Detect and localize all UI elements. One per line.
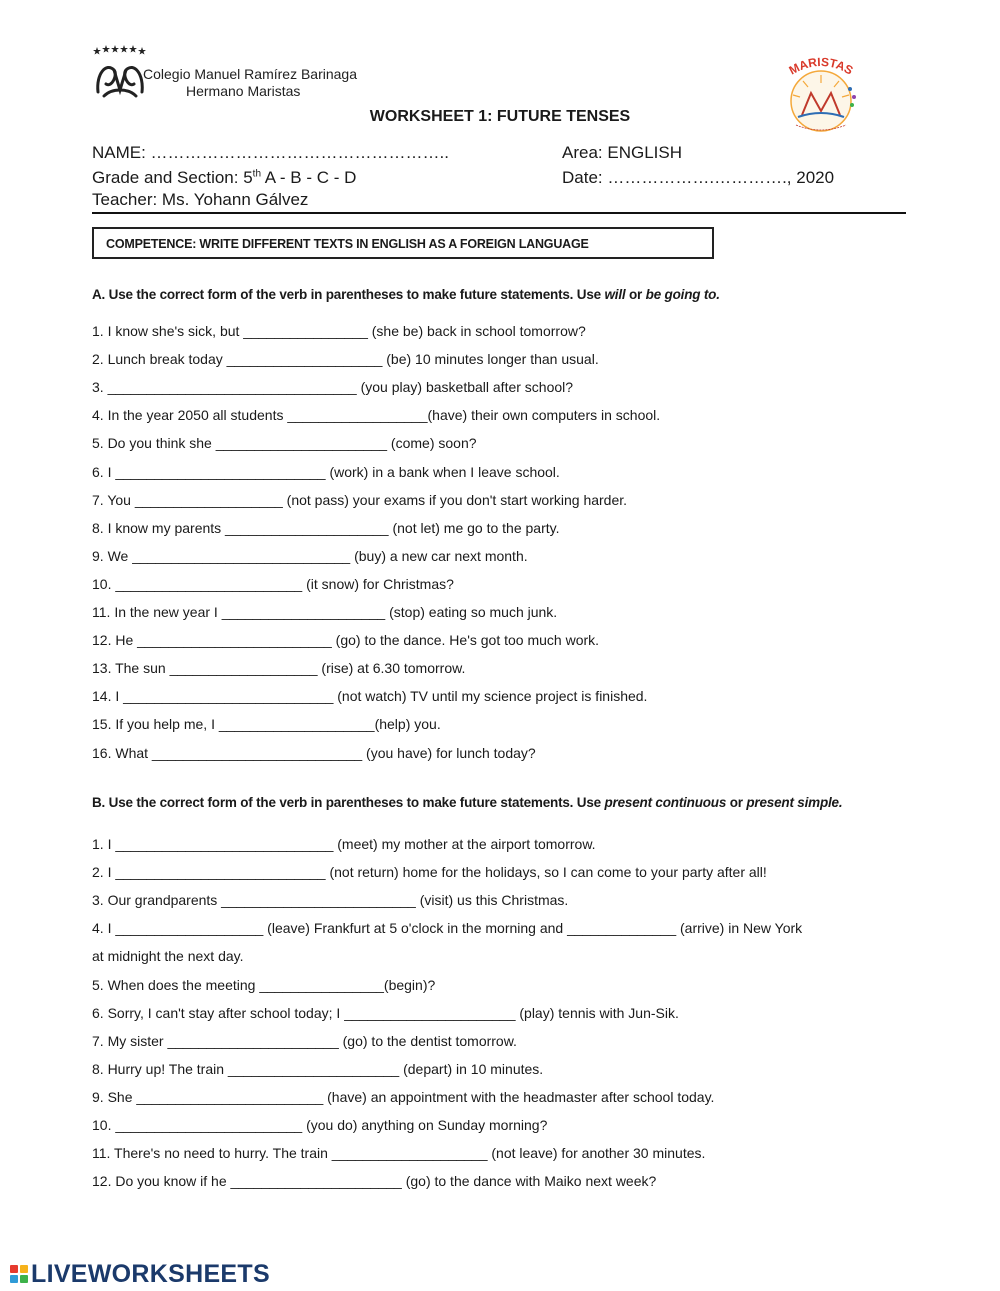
grade-section-label: Grade and Section: 5th A - B - C - D xyxy=(92,168,357,187)
exercise-text: 10. ________________________ (it snow) for Christmas? xyxy=(92,575,454,592)
exercise-text: 10. ________________________ (you do) anything on Sunday morning? xyxy=(92,1117,548,1133)
section-a-exercise-item xyxy=(92,350,599,368)
section-b-exercise-item xyxy=(92,1172,656,1190)
section-b-exercise-item xyxy=(92,947,244,965)
footer-block xyxy=(20,1265,28,1273)
section-a-exercise-item xyxy=(92,519,560,537)
name-field: NAME: …………………………………………….. xyxy=(92,143,450,162)
exercise-text: 1. I know she's sick, but ________________ (she be) back in school tomorrow? xyxy=(92,323,586,339)
exercise-text: 7. You ___________________ (not pass) your exams if you don't start working harder. xyxy=(92,491,628,508)
exercise-text: 16. What ___________________________ (you have) for lunch today? xyxy=(92,744,536,761)
section-a-exercise-item xyxy=(92,744,536,762)
exercise-text: 2. I ___________________________ (not return) home for the holidays, so I can come to your party after all! xyxy=(92,864,767,881)
competence-box: COMPETENCE: WRITE DIFFERENT TEXTS IN ENGLISH AS A FOREIGN LANGUAGE xyxy=(92,227,714,259)
section-b-exercise-item xyxy=(92,1116,547,1134)
section-a-exercise-item xyxy=(92,575,454,593)
section-a-exercise-item xyxy=(92,434,477,452)
liveworksheets-brand: LIVEWORKSHEETS xyxy=(31,1259,270,1288)
section-b-exercise-item xyxy=(92,976,435,994)
section-a-exercise-item xyxy=(92,603,557,621)
date-field: Date: ……………….…………., 2020 xyxy=(562,168,835,187)
exercise-text: 11. There's no need to hurry. The train ____________________ (not leave) for another 30 minutes. xyxy=(92,1145,706,1162)
section-a-exercise-item xyxy=(92,547,528,565)
exercise-text: 13. The sun ___________________ (rise) at 6.30 tomorrow. xyxy=(92,660,466,677)
school-crest-logo xyxy=(92,44,148,102)
exercise-text: 6. I ___________________________ (work) in a bank when I leave school. xyxy=(92,463,560,480)
teacher-label: Teacher: Ms. Yohann Gálvez xyxy=(92,190,309,209)
exercise-text: 6. Sorry, I can't stay after school today; I ______________________ (play) tennis with Jun-Sik. xyxy=(92,1004,679,1021)
exercise-text: 11. In the new year I _____________________ (stop) eating so much junk. xyxy=(92,604,558,620)
exercise-text: 4. I ___________________ (leave) Frankfurt at 5 o'clock in the morning and ______________ (arrive) in New York xyxy=(92,920,803,937)
section-b-exercise-item xyxy=(92,891,568,909)
section-a-exercise-item xyxy=(92,715,441,733)
exercise-text: 1. I ____________________________ (meet) my mother at the airport tomorrow. xyxy=(92,836,596,852)
exercise-text: 8. I know my parents _____________________ (not let) me go to the party. xyxy=(92,519,560,536)
exercise-text: 12. Do you know if he ______________________ (go) to the dance with Maiko next week? xyxy=(92,1173,657,1190)
exercise-text: 2. Lunch break today ____________________ (be) 10 minutes longer than usual. xyxy=(92,351,599,368)
exercise-text: 9. She ________________________ (have) an appointment with the headmaster after school today. xyxy=(92,1088,715,1105)
footer-block xyxy=(10,1275,18,1283)
section-b-exercise-item xyxy=(92,835,596,853)
exercise-text: 3. ________________________________ (you play) basketball after school? xyxy=(92,379,574,396)
exercise-text: 4. In the year 2050 all students __________________(have) their own computers in school. xyxy=(92,407,661,424)
section-a-exercise-item xyxy=(92,378,573,396)
section-a-exercise-item xyxy=(92,463,560,481)
exercise-text: 14. I ___________________________ (not watch) TV until my science project is finished. xyxy=(92,688,648,705)
section-a-exercise-item xyxy=(92,491,627,509)
section-b-instructions: B. Use the correct form of the verb in parentheses to make future statements. Use present continuous or present simple. xyxy=(92,795,843,810)
exercise-text: 15. If you help me, I ____________________(help) you. xyxy=(92,716,441,733)
maristas-logo-text: MARISTAS xyxy=(786,55,856,78)
section-b-exercise-item xyxy=(92,1144,705,1162)
exercise-text: 7. My sister ______________________ (go) to the dentist tomorrow. xyxy=(92,1032,517,1049)
liveworksheets-blocks-icon xyxy=(10,1265,28,1283)
exercise-text: at midnight the next day. xyxy=(92,948,244,965)
section-b-exercise-item xyxy=(92,1088,714,1106)
section-b-exercise-item xyxy=(92,1060,543,1078)
section-b-exercise-item xyxy=(92,1032,517,1050)
exercise-text: 9. We ____________________________ (buy) a new car next month. xyxy=(92,547,528,564)
section-a-exercise-item xyxy=(92,687,647,705)
footer-block xyxy=(10,1265,18,1273)
exercise-text: 5. When does the meeting ________________(begin)? xyxy=(92,976,436,993)
area-label: Area: ENGLISH xyxy=(562,143,682,162)
section-a-exercise-item xyxy=(92,322,586,340)
exercise-text: 8. Hurry up! The train ______________________ (depart) in 10 minutes. xyxy=(92,1060,544,1077)
section-a-exercise-item xyxy=(92,406,660,424)
section-a-exercise-item xyxy=(92,631,599,649)
exercise-text: 3. Our grandparents _________________________ (visit) us this Christmas. xyxy=(92,892,569,909)
section-b-exercise-item xyxy=(92,863,767,881)
section-a-instructions: A. Use the correct form of the verb in parentheses to make future statements. Use will or be going to. xyxy=(92,287,720,302)
school-name: Colegio Manuel Ramírez Barinaga xyxy=(143,66,357,82)
section-b-exercise-item xyxy=(92,1004,679,1022)
header-divider xyxy=(92,212,906,214)
exercise-text: 5. Do you think she ______________________ (come) soon? xyxy=(92,435,477,452)
footer-block xyxy=(20,1275,28,1283)
section-b-exercise-item xyxy=(92,919,802,937)
section-a-exercise-item xyxy=(92,659,465,677)
school-subtitle: Hermano Maristas xyxy=(186,83,301,99)
worksheet-title: WORKSHEET 1: FUTURE TENSES xyxy=(369,108,631,125)
exercise-text: 12. He _________________________ (go) to the dance. He's got too much work. xyxy=(92,632,600,649)
liveworksheets-logo xyxy=(10,1260,270,1288)
